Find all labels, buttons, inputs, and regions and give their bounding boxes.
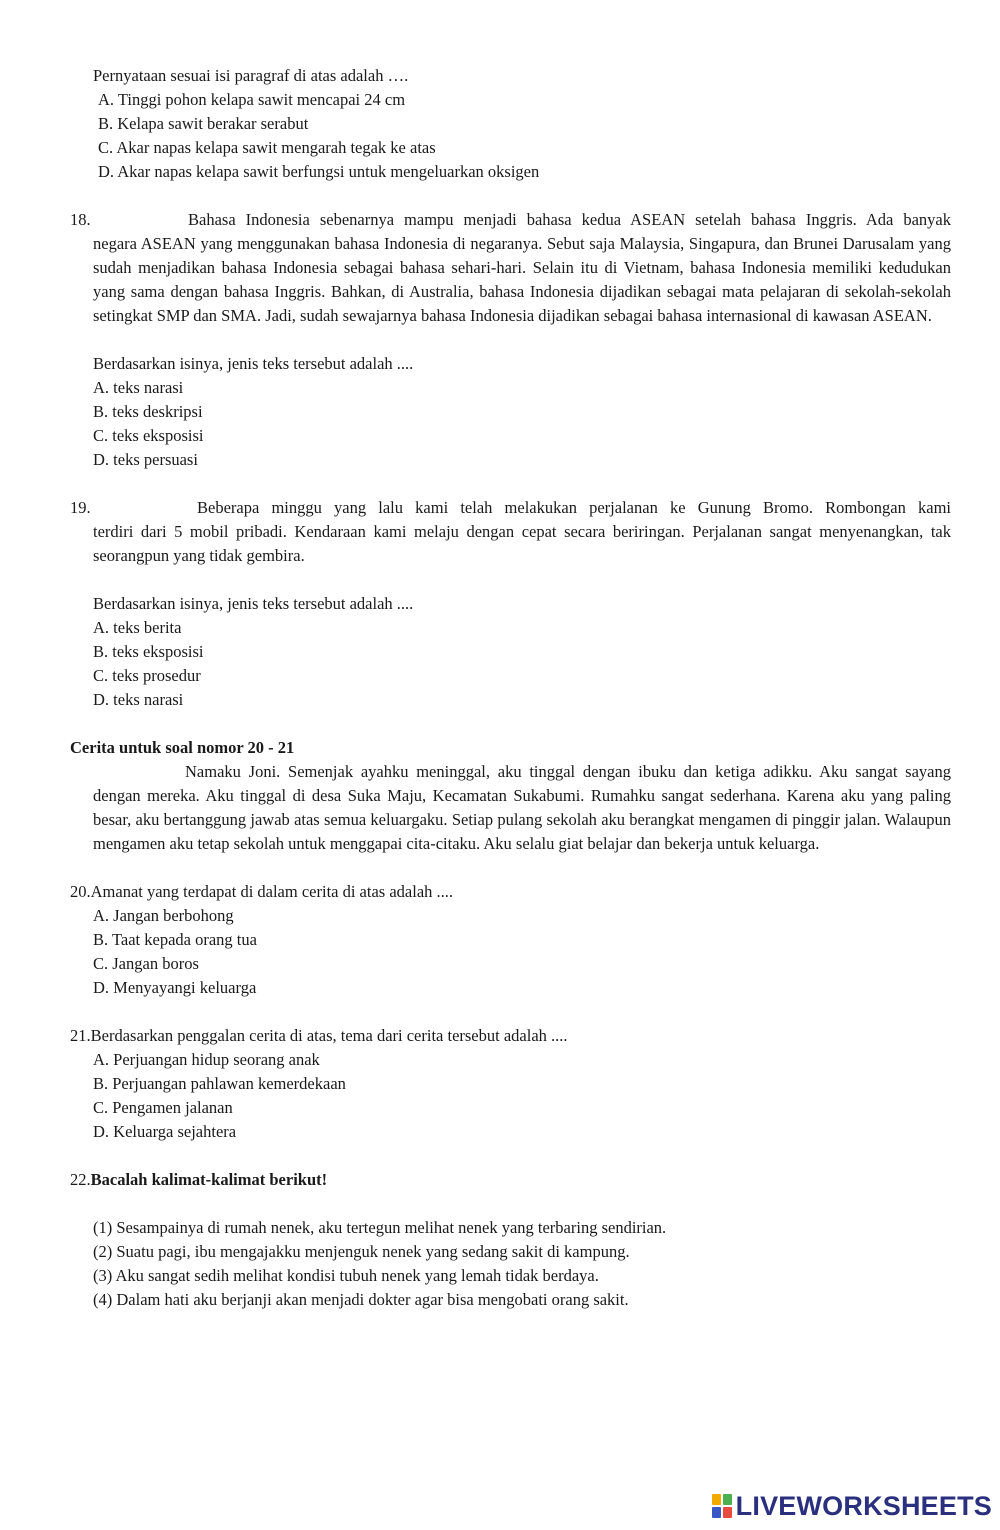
q21-option-b: B. Perjuangan pahlawan kemerdekaan xyxy=(93,1074,346,1093)
q21-option-a: A. Perjuangan hidup seorang anak xyxy=(93,1050,320,1069)
q19-question: Berdasarkan isinya, jenis teks tersebut adalah .... xyxy=(93,594,414,613)
q22-sentence-4: (4) Dalam hati aku berjanji akan menjadi dokter agar bisa mengobati orang sakit. xyxy=(93,1290,629,1309)
q18-passage: negara ASEAN yang menggunakan bahasa Indonesia di negaranya. Sebut saja Malaysia, Singapura, dan Brunei Darusalam yang sudah menjadikan bahasa Indonesia sebagai bahasa sehari-hari. Selain itu di Vietnam, bahasa Indonesia memiliki kedudukan yang sama dengan bahasa Inggris. Bahkan, di Australia, bahasa Indonesia dijadikan sebagai mata pelajaran di sekolah-sekolah setingkat SMP dan SMA. Jadi, sudah sewajarnya bahasa Indonesia dijadikan sebagai bahasa internasional di kawasan ASEAN. xyxy=(93,234,951,325)
q18-option-c: C. teks eksposisi xyxy=(93,426,204,445)
story-text: Namaku Joni. Semenjak ayahku meninggal, aku tinggal dengan ibuku dan ketiga adikku. Aku sangat sayang dengan mereka. Aku tinggal di desa Suka Maju, Kecamatan Sukabumi. Rumahku sangat sederhana. Karena aku yang paling besar, aku bertanggung jawab atas semua keluargaku. Setiap pulang sekolah aku berangkat mengamen di pinggir jalan. Walaupun mengamen aku tetap sekolah untuk menggapai cita-citaku. Aku selalu giat belajar dan bekerja untuk keluarga. xyxy=(93,762,951,853)
q22-title: Bacalah kalimat-kalimat berikut! xyxy=(90,1170,328,1189)
q18-question: Berdasarkan isinya, jenis teks tersebut adalah .... xyxy=(93,354,414,373)
q21-option-c: C. Pengamen jalanan xyxy=(93,1098,233,1117)
liveworksheets-logo-icon xyxy=(712,1493,734,1519)
q22-sentence-1: (1) Sesampainya di rumah nenek, aku tertegun melihat nenek yang terbaring sendirian. xyxy=(93,1218,667,1237)
liveworksheets-brand-text: LIVEWORKSHEETS xyxy=(735,1490,992,1521)
q21-option-d: D. Keluarga sejahtera xyxy=(93,1122,237,1141)
q18-option-a: A. teks narasi xyxy=(93,378,184,397)
q20-option-b: B. Taat kepada orang tua xyxy=(93,930,257,949)
q22-sentence-3: (3) Aku sangat sedih melihat kondisi tubuh nenek yang lemah tidak berdaya. xyxy=(93,1266,599,1285)
q18-option-d: D. teks persuasi xyxy=(93,450,198,469)
worksheet-page xyxy=(70,64,951,1312)
liveworksheets-logo xyxy=(712,1488,992,1524)
q21-question: 21.Berdasarkan penggalan cerita di atas, tema dari cerita tersebut adalah .... xyxy=(70,1026,568,1045)
q18-number: 18. xyxy=(70,210,91,229)
q22-sentence-2: (2) Suatu pagi, ibu mengajakku menjenguk nenek yang sedang sakit di kampung. xyxy=(93,1242,630,1261)
q20-option-d: D. Menyayangi keluarga xyxy=(93,978,257,997)
q19-passage: terdiri dari 5 mobil pribadi. Kendaraan kami melaju dengan cepat secara beriringan. Perjalanan sangat menyenangkan, tak seorangpun yang tidak gembira. xyxy=(93,522,951,565)
q18-first-line xyxy=(70,208,951,232)
q19-option-b: B. teks eksposisi xyxy=(93,642,204,661)
q17-option-a: A. Tinggi pohon kelapa sawit mencapai 24 cm xyxy=(98,90,406,109)
q19-option-a: A. teks berita xyxy=(93,618,182,637)
q19-first-line xyxy=(70,496,951,520)
q20-option-c: C. Jangan boros xyxy=(93,954,199,973)
q19-passage-start: Beberapa minggu yang lalu kami telah melakukan perjalanan ke Gunung Bromo. Rombongan kami xyxy=(197,498,951,517)
q17-option-c: C. Akar napas kelapa sawit mengarah tegak ke atas xyxy=(98,138,436,157)
story-heading: Cerita untuk soal nomor 20 - 21 xyxy=(70,738,295,757)
q19-number: 19. xyxy=(70,498,91,517)
q20-option-a: A. Jangan berbohong xyxy=(93,906,234,925)
q18-option-b: B. teks deskripsi xyxy=(93,402,203,421)
q18-passage-start: Bahasa Indonesia sebenarnya mampu menjadi bahasa kedua ASEAN setelah bahasa Inggris. Ada banyak xyxy=(188,210,951,229)
q19-option-c: C. teks prosedur xyxy=(93,666,201,685)
q22-heading xyxy=(70,1168,951,1192)
q17-option-b: B. Kelapa sawit berakar serabut xyxy=(98,114,309,133)
q20-question: 20.Amanat yang terdapat di dalam cerita di atas adalah .... xyxy=(70,882,454,901)
q17-option-d: D. Akar napas kelapa sawit berfungsi untuk mengeluarkan oksigen xyxy=(98,162,540,181)
q17-question: Pernyataan sesuai isi paragraf di atas adalah …. xyxy=(93,66,409,85)
q19-option-d: D. teks narasi xyxy=(93,690,184,709)
q22-number: 22. xyxy=(70,1170,91,1189)
